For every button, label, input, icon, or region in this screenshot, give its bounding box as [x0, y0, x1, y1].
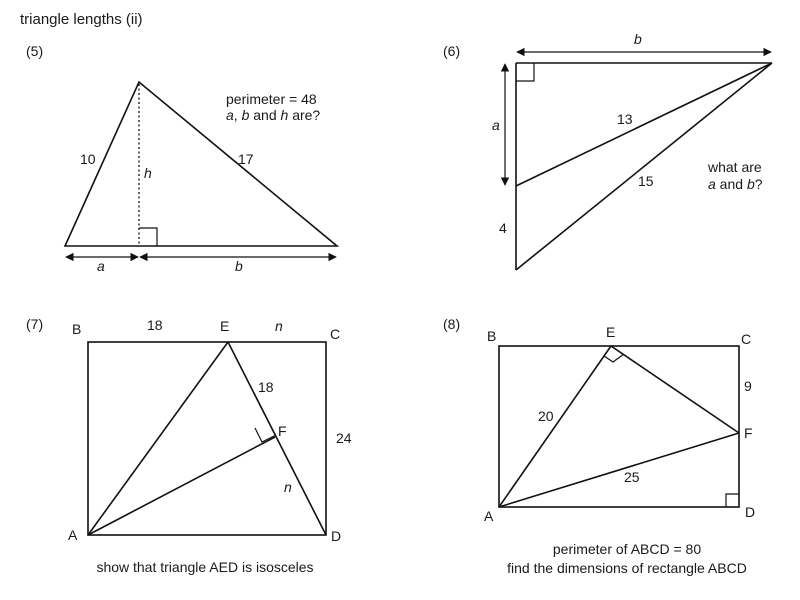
note-var-a: a — [226, 107, 234, 123]
problem-7-right-side: 24 — [336, 430, 352, 446]
problem-5-right-angle-marker — [139, 228, 157, 246]
problem-8-segment-ae — [499, 346, 611, 507]
problem-7-label-d: D — [331, 528, 342, 544]
problem-6-left-label: a — [492, 117, 500, 133]
problem-8-right-angle-marker-d — [726, 494, 739, 507]
problem-8-segment-ef — [611, 346, 739, 433]
problem-6-hyp-lower: 15 — [638, 173, 654, 189]
note-and: and — [249, 107, 281, 123]
note-var-b: b — [241, 107, 250, 123]
problem-8 — [443, 316, 755, 576]
problem-6 — [443, 31, 772, 270]
problem-8-number: (8) — [443, 316, 461, 332]
problem-6-hyp-upper: 13 — [617, 111, 633, 127]
problem-5-side-left: 10 — [80, 151, 96, 167]
problem-5-note-line1: perimeter = 48 — [226, 91, 317, 107]
problem-8-ae: 20 — [538, 408, 554, 424]
problem-8-label-d: D — [745, 504, 756, 520]
problem-7-label-b: B — [72, 321, 82, 337]
problem-8-rectangle — [499, 346, 739, 507]
problem-7 — [26, 316, 352, 575]
problem-7-caption: show that triangle AED is isosceles — [96, 559, 314, 575]
problem-6-number: (6) — [443, 43, 461, 59]
note-var-a: a — [708, 176, 716, 192]
problem-8-label-f: F — [744, 425, 753, 441]
note-and: and — [715, 176, 747, 192]
problem-8-af: 25 — [624, 469, 640, 485]
problem-7-segment-ed — [228, 342, 326, 535]
problem-7-number: (7) — [26, 316, 44, 332]
problem-7-segment-af — [88, 437, 275, 535]
problem-7-label-f: F — [278, 423, 287, 439]
problem-7-label-e: E — [220, 318, 230, 334]
note-var-h: h — [280, 107, 289, 123]
problem-7-top-right: n — [275, 318, 283, 334]
problem-7-segment-ae — [88, 342, 228, 535]
problem-7-label-c: C — [330, 326, 341, 342]
problem-8-label-a: A — [484, 508, 494, 524]
problem-8-caption-line2: find the dimensions of rectangle ABCD — [507, 560, 747, 576]
note-end: ? — [754, 176, 763, 192]
problem-5-height-label: h — [144, 165, 152, 181]
problem-6-bottom-segment: 4 — [499, 220, 507, 236]
problem-6-right-angle-marker — [516, 63, 534, 81]
problem-7-top-left: 18 — [147, 317, 163, 333]
problem-7-label-a: A — [68, 527, 78, 543]
note-end: are? — [288, 107, 321, 123]
note-var-b: b — [746, 176, 755, 192]
problem-6-top-label: b — [634, 31, 642, 47]
problem-8-label-b: B — [487, 328, 497, 344]
problem-7-ef: 18 — [258, 379, 274, 395]
problem-8-label-c: C — [741, 331, 752, 347]
page-title: triangle lengths (ii) — [20, 11, 143, 28]
problem-6-note-line1: what are — [708, 159, 762, 175]
problem-8-label-e: E — [606, 324, 616, 340]
problem-8-caption-line1: perimeter of ABCD = 80 — [552, 541, 702, 557]
problem-5-side-right: 17 — [238, 151, 254, 167]
problem-8-segment-af — [499, 433, 739, 507]
problem-6-note-line2 — [708, 176, 763, 192]
problem-5-number: (5) — [26, 43, 44, 59]
problem-5 — [26, 43, 337, 274]
problem-8-cf: 9 — [744, 378, 752, 394]
problem-8-right-angle-marker-e — [604, 354, 624, 362]
problem-5-base-left-label: a — [97, 258, 105, 274]
problem-5-base-right-label: b — [235, 258, 243, 274]
note-sep: , — [233, 107, 242, 123]
problem-7-fd: n — [284, 479, 292, 495]
problem-5-note-line2 — [226, 107, 320, 123]
